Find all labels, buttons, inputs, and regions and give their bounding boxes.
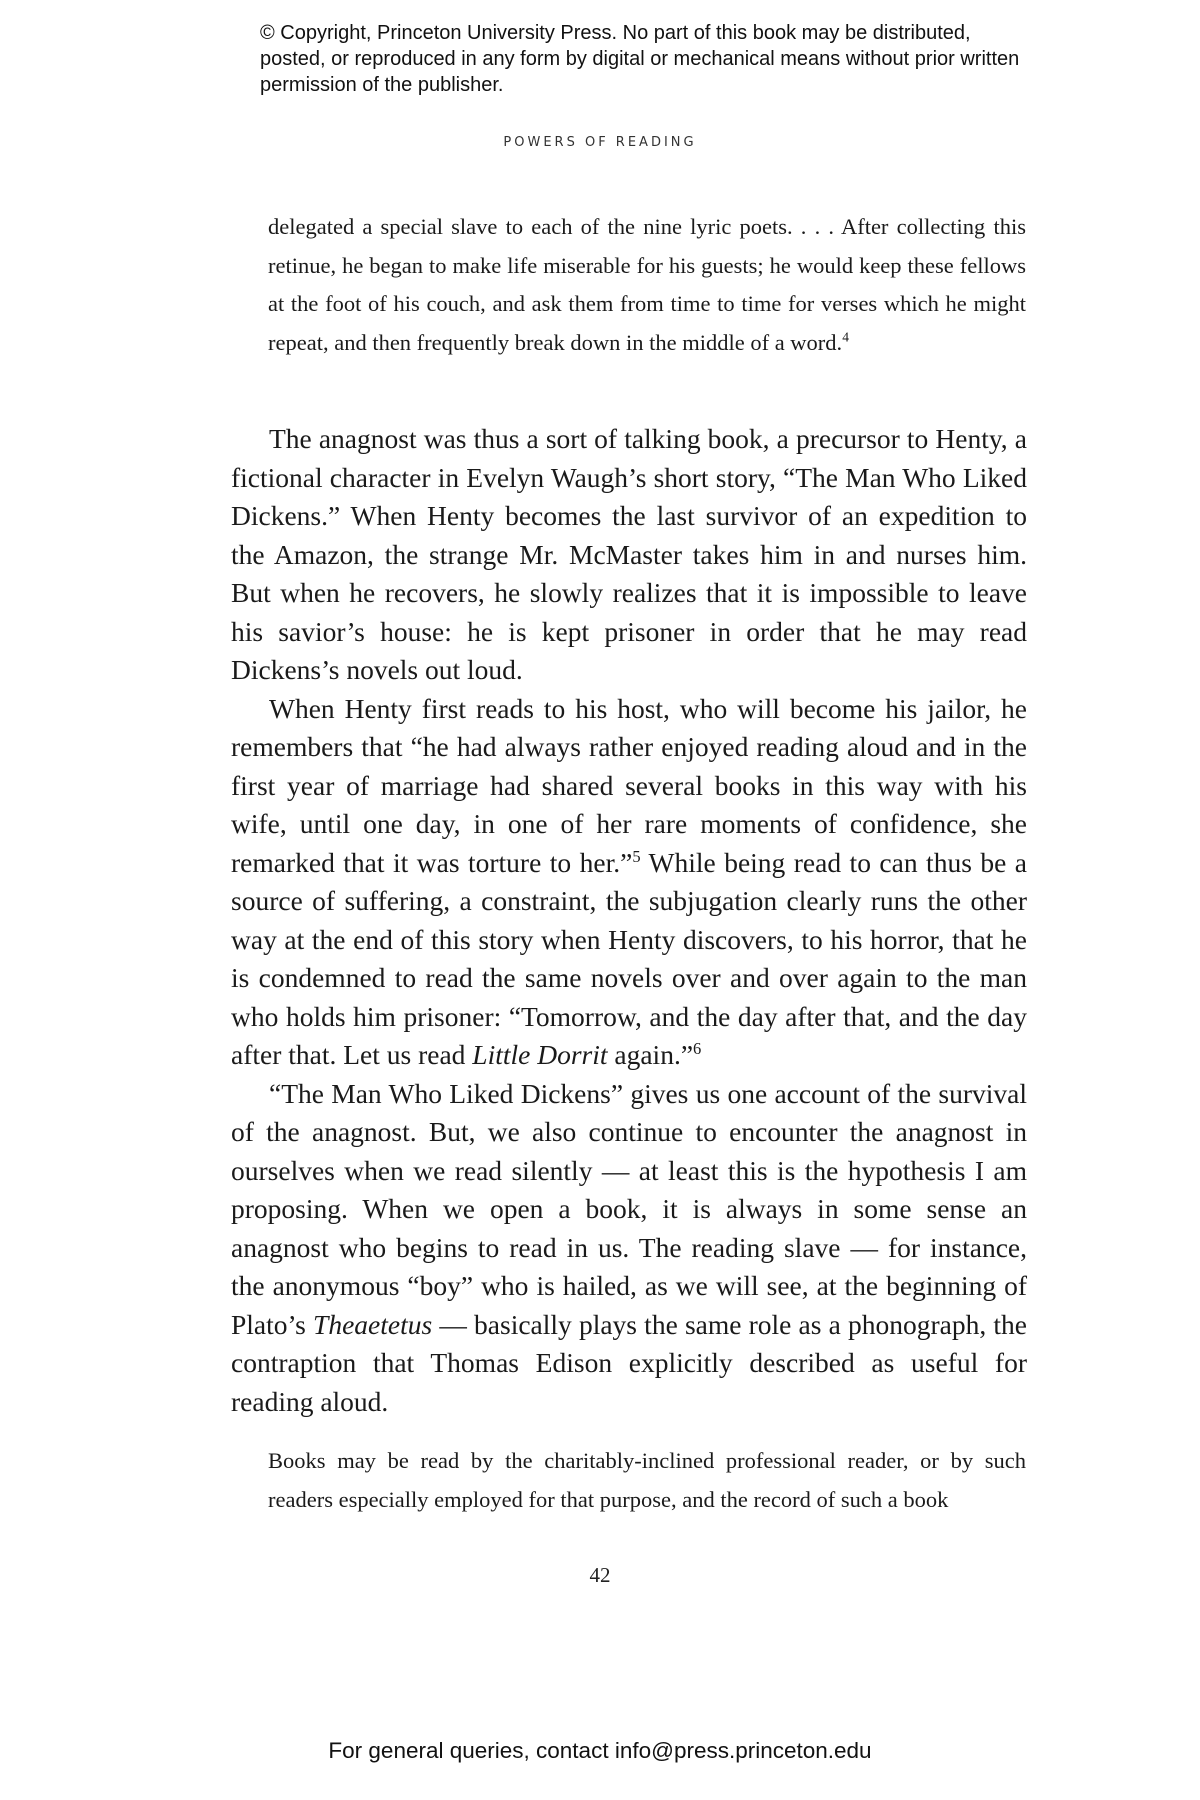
block-quote-top — [268, 208, 1026, 362]
paragraph-text: again.” — [607, 1039, 694, 1070]
italic-title: Theaetetus — [313, 1308, 433, 1340]
paragraph-text: When Henty first reads to his host, who will become his jailor, he remembers that “he had always rather enjoyed reading aloud and in the first year of marriage had shared several books in this way with his wife, until one day, in one of her rare moments of confidence, she remarked that it was torture to her.” — [231, 692, 1027, 878]
block-quote-paragraph — [268, 1442, 1026, 1519]
paragraph-text: — basically plays the same role as a phonograph, the contraption that Thomas Edison explicitly described as useful for reading aloud. — [231, 1308, 1027, 1417]
paragraph-text: While being read to can thus be a source of suffering, a constraint, the subjugation clearly runs the other way at the end of this story when Henty discovers, to his horror, that he is condemned to read the same novels over and over again to the man who holds him prisoner: “Tomorrow, and the day after that, and the day after that. Let us read — [231, 846, 1027, 1070]
body-paragraph — [231, 690, 1027, 1075]
body-paragraph — [231, 420, 1027, 690]
paragraph-text: “The Man Who Liked Dickens” gives us one account of the survival of the anagnost. But, we also continue to encounter the anagnost in ourselves when we read silently — at least this is the hypothesis I am proposing. When we open a book, it is always in some sense an anagnost who begins to read in us. The reading slave — for instance, the anonymous “boy” who is hailed, as we will see, at the beginning of Plato’s — [231, 1077, 1027, 1340]
paragraph-text: The anagnost was thus a sort of talking book, a precursor to Henty, a fictional character in Evelyn Waugh’s short story, “The Man Who Liked Dickens.” When Henty becomes the last survivor of an expedition to the Amazon, the strange Mr. McMaster takes him in and nurses him. But when he recovers, he slowly realizes that it is impossible to leave his savior’s house: he is kept prisoner in order that he may read Dickens’s novels out loud. — [231, 423, 1027, 685]
footnote-marker[interactable]: 6 — [693, 1038, 702, 1058]
running-head: POWERS OF READING — [503, 135, 697, 150]
block-quote-text: Books may be read by the charitably-inclined professional reader, or by such readers especially employed for that purpose, and the record of such a book — [268, 1448, 1026, 1512]
footnote-marker[interactable]: 4 — [842, 329, 849, 345]
footer-contact: For general queries, contact info@press.princeton.edu — [328, 1738, 872, 1763]
body-paragraph — [231, 1075, 1027, 1422]
block-quote-bottom — [268, 1442, 1026, 1519]
block-quote-paragraph — [268, 208, 1026, 362]
body-text — [231, 420, 1027, 1421]
copyright-notice: © Copyright, Princeton University Press. No part of this book may be distributed, posted, or reproduced in any form by digital or mechanical means without prior written permission of the publisher. — [260, 22, 1020, 96]
page-number: 42 — [589, 1563, 611, 1587]
italic-title: Little Dorrit — [472, 1039, 608, 1070]
footnote-marker[interactable]: 5 — [632, 846, 641, 866]
block-quote-text: delegated a special slave to each of the nine lyric poets. . . . After collecting this retinue, he began to make life miserable for his guests; he would keep these fellows at the foot of his couch, and ask them from time to time for verses which he might repeat, and then frequently break down in the middle of a word. — [268, 214, 1026, 355]
